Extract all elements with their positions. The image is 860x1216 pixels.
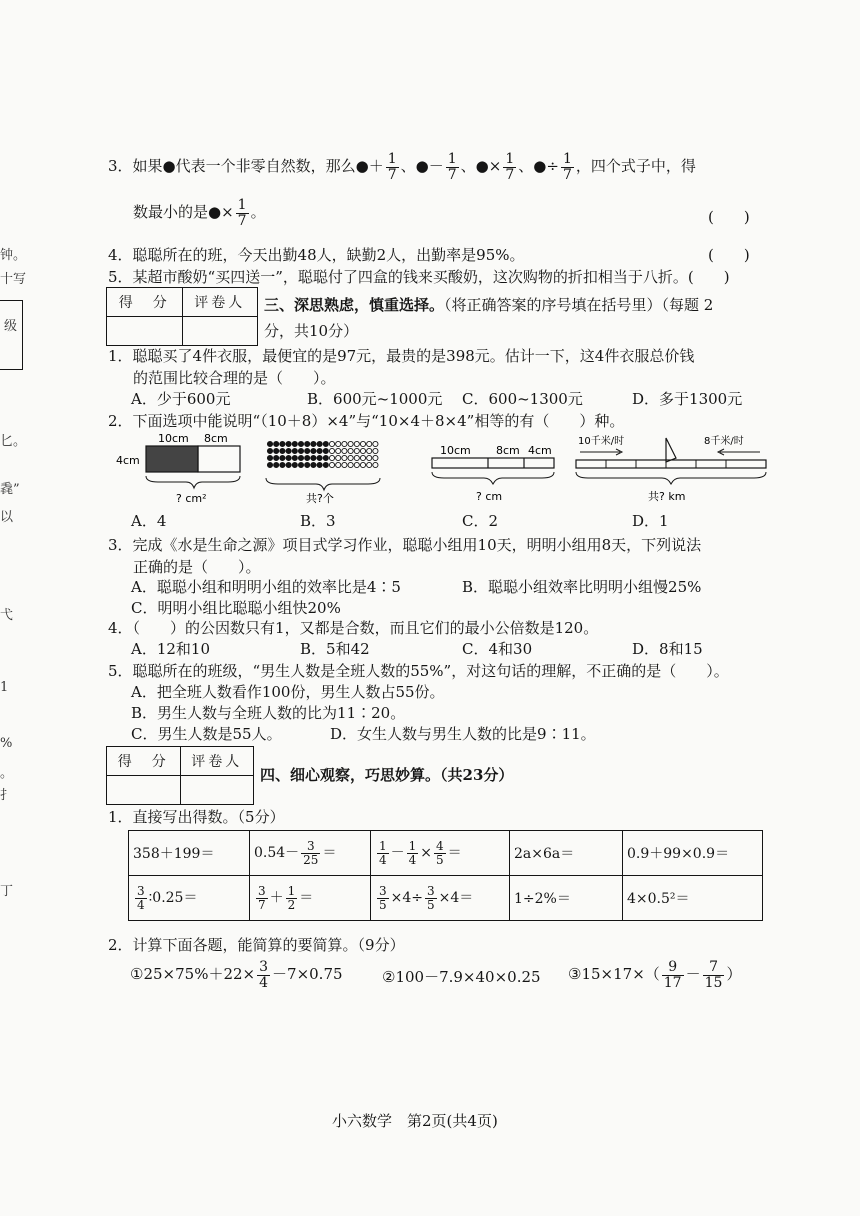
calc-cell[interactable]: $\frac{1}{4}$ － $\frac{1}{4}$ × $\frac{4}{5}$ ＝ bbox=[371, 831, 510, 876]
option-d[interactable]: D．多于1300元 bbox=[632, 390, 743, 408]
margin-scrap: 级 bbox=[4, 319, 18, 334]
dot bbox=[311, 462, 316, 467]
option-a[interactable]: A．聪聪小组和明明小组的效率比是4∶5 bbox=[131, 578, 401, 596]
s3-q1-stem2: 的范围比较合理的是（ ）。 bbox=[133, 369, 336, 387]
dot bbox=[286, 441, 291, 446]
s3-q3-stem2: 正确的是（ ）。 bbox=[133, 558, 261, 576]
s3-q5-stem: 5．聪聪所在的班级，“男生人数是全班人数的55%”，对这句话的理解，不正确的是（ ）。 bbox=[108, 662, 729, 680]
dot bbox=[360, 448, 365, 453]
answer-paren[interactable]: ( ) bbox=[708, 208, 750, 226]
dot bbox=[280, 455, 285, 460]
dot bbox=[274, 462, 279, 467]
dot bbox=[286, 462, 291, 467]
dot bbox=[348, 455, 353, 460]
dot bbox=[354, 462, 359, 467]
dot bbox=[336, 441, 341, 446]
calc-cell[interactable]: $\frac{3}{7}$ ＋ $\frac{1}{2}$ ＝ bbox=[250, 876, 371, 921]
fig-a-brace bbox=[146, 476, 240, 488]
dot bbox=[292, 448, 297, 453]
dot bbox=[317, 455, 322, 460]
s3-q4-stem: 4．（ ）的公因数只有1，又都是合数，而且它们的最小公倍数是120。 bbox=[108, 619, 599, 637]
dot bbox=[342, 448, 347, 453]
dot bbox=[267, 448, 272, 453]
option-a[interactable]: A．少于600元 bbox=[131, 390, 231, 408]
dot bbox=[354, 448, 359, 453]
dot bbox=[298, 448, 303, 453]
dot bbox=[323, 462, 328, 467]
dot bbox=[267, 441, 272, 446]
s3-q1-stem: 1．聪聪买了4件衣服，最便宜的是97元，最贵的是398元。估计一下，这4件衣服总价钱 bbox=[108, 347, 695, 365]
option-b[interactable]: B．600元~1000元 bbox=[307, 390, 443, 408]
grader-cell[interactable] bbox=[180, 776, 254, 805]
score-label: 得 分 bbox=[107, 747, 181, 776]
margin-scrap: 扌 bbox=[0, 788, 14, 803]
score-box bbox=[106, 287, 258, 346]
option-a[interactable]: A．12和10 bbox=[131, 640, 211, 658]
dot bbox=[274, 455, 279, 460]
dot bbox=[367, 448, 372, 453]
calc-cell[interactable]: 358＋199＝ bbox=[129, 831, 250, 876]
dot bbox=[280, 441, 285, 446]
section3-note: （将正确答案的序号填在括号里）（每题 2 bbox=[444, 296, 714, 314]
margin-scrap: 匕。 bbox=[0, 434, 27, 449]
fig-d-question: 共? km bbox=[648, 490, 686, 503]
calc-expression-3: ③15×17×（ $\frac{9}{17}$ － $\frac{7}{15}$ ） bbox=[568, 959, 742, 991]
calc-cell[interactable]: 4×0.5²＝ bbox=[623, 876, 763, 921]
fig-a-question: ? cm² bbox=[176, 492, 207, 505]
calc-cell[interactable]: $\frac{3}{5}$ ×4÷ $\frac{3}{5}$ ×4＝ bbox=[371, 876, 510, 921]
dot bbox=[311, 455, 316, 460]
margin-scrap: 丁 bbox=[0, 884, 14, 899]
dot bbox=[367, 441, 372, 446]
dot bbox=[311, 441, 316, 446]
calc-cell[interactable]: 2a×6a＝ bbox=[510, 831, 623, 876]
dot bbox=[292, 462, 297, 467]
dot bbox=[323, 448, 328, 453]
figure-segments bbox=[432, 444, 554, 503]
section3-title: 三、深思熟虑，慎重选择。 bbox=[264, 296, 445, 314]
dot bbox=[311, 448, 316, 453]
fig-a-rect-white bbox=[198, 446, 240, 472]
dot bbox=[267, 455, 272, 460]
dot bbox=[317, 441, 322, 446]
page-footer: 小六数学 第2页(共4页) bbox=[332, 1112, 498, 1130]
s3-q3-stem: 3．完成《水是生命之源》项目式学习作业，聪聪小组用10天，明明小组用8天，下列说法 bbox=[108, 536, 702, 554]
margin-scrap: 毳” bbox=[0, 482, 20, 497]
margin-scrap: % bbox=[0, 736, 13, 751]
judge-q3-line1: 3．如果●代表一个非零自然数，那么●＋ $\frac{1}{7}$ 、●－ $\frac{1}{7}$ 、●× $\frac{1}{7}$ 、●÷ $\frac{1}{7}$ ，四个式子中，得 bbox=[108, 151, 696, 183]
dot bbox=[373, 455, 378, 460]
dot bbox=[305, 462, 310, 467]
calc-expression-2: ②100－7.9×40×0.25 bbox=[382, 968, 541, 986]
dot bbox=[360, 455, 365, 460]
margin-scrap: 。 bbox=[0, 766, 14, 781]
score-box bbox=[106, 746, 254, 805]
dot bbox=[305, 455, 310, 460]
dot bbox=[373, 441, 378, 446]
figure-motion bbox=[576, 434, 766, 503]
option-d[interactable]: D．1 bbox=[632, 512, 669, 530]
section3-title-line bbox=[264, 294, 713, 315]
dot bbox=[329, 441, 334, 446]
margin-scrap: 十写 bbox=[0, 272, 27, 287]
dot bbox=[354, 441, 359, 446]
option-b[interactable]: B．聪聪小组效率比明明小组慢25% bbox=[462, 578, 702, 596]
grader-label: 评卷人 bbox=[182, 288, 258, 317]
mental-math-table bbox=[128, 830, 763, 921]
dot bbox=[342, 455, 347, 460]
margin-box bbox=[0, 300, 23, 370]
score-cell[interactable] bbox=[107, 776, 181, 805]
calc-expression-1: ①25×75%＋22× $\frac{3}{4}$ －7×0.75 bbox=[130, 959, 343, 991]
calc-cell[interactable]: 0.54－ $\frac{3}{25}$ ＝ bbox=[250, 831, 371, 876]
dot bbox=[329, 448, 334, 453]
option-a[interactable]: A．4 bbox=[131, 512, 167, 530]
dot bbox=[280, 462, 285, 467]
dot bbox=[267, 462, 272, 467]
fig-a-width2: 8cm bbox=[204, 432, 228, 445]
dot bbox=[348, 462, 353, 467]
s4-q2-title: 2．计算下面各题，能简算的要简算。（9分） bbox=[108, 936, 405, 954]
calc-cell[interactable]: 0.9＋99×0.9＝ bbox=[623, 831, 763, 876]
dot bbox=[317, 448, 322, 453]
dot bbox=[367, 455, 372, 460]
dot bbox=[373, 448, 378, 453]
dot bbox=[360, 462, 365, 467]
option-d[interactable]: D．女生人数与男生人数的比是9∶11。 bbox=[330, 725, 596, 743]
option-c[interactable]: C．明明小组比聪聪小组快20% bbox=[131, 599, 341, 617]
dot bbox=[323, 455, 328, 460]
fig-c-question: ? cm bbox=[476, 490, 503, 503]
fig-c-seg3: 4cm bbox=[528, 444, 552, 457]
margin-scrap: 1 bbox=[0, 680, 9, 695]
dot bbox=[373, 462, 378, 467]
dot bbox=[298, 441, 303, 446]
judge-q3-line2: 数最小的是●× $\frac{1}{7}$ 。 bbox=[133, 197, 266, 229]
dot bbox=[336, 462, 341, 467]
score-cell[interactable] bbox=[107, 317, 183, 346]
score-label: 得 分 bbox=[107, 288, 183, 317]
dot bbox=[298, 462, 303, 467]
option-c[interactable]: C．4和30 bbox=[462, 640, 533, 658]
dot bbox=[292, 441, 297, 446]
grader-label: 评卷人 bbox=[180, 747, 254, 776]
dot bbox=[305, 448, 310, 453]
fig-a-width1: 10cm bbox=[158, 432, 189, 445]
section3-note-2: 分，共10分） bbox=[264, 322, 359, 340]
fig-c-seg2: 8cm bbox=[496, 444, 520, 457]
figure-rectangle bbox=[116, 432, 240, 505]
option-b[interactable]: B．5和42 bbox=[300, 640, 370, 658]
dot bbox=[367, 462, 372, 467]
dot bbox=[286, 455, 291, 460]
dot bbox=[336, 455, 341, 460]
dot bbox=[342, 462, 347, 467]
option-c[interactable]: C．2 bbox=[462, 512, 499, 530]
option-d[interactable]: D．8和15 bbox=[632, 640, 703, 658]
fig-d-left-speed: 10千米/时 bbox=[578, 436, 625, 447]
dot bbox=[348, 441, 353, 446]
flag-icon bbox=[666, 438, 676, 462]
dot bbox=[317, 462, 322, 467]
s4-q1-title: 1．直接写出得数。（5分） bbox=[108, 808, 285, 826]
dot bbox=[329, 462, 334, 467]
option-b[interactable]: B．3 bbox=[300, 512, 336, 530]
dot bbox=[323, 441, 328, 446]
option-a[interactable]: A．把全班人数看作100份，男生人数占55份。 bbox=[131, 683, 445, 701]
calc-cell[interactable]: 1÷2%＝ bbox=[510, 876, 623, 921]
margin-scrap: 弋 bbox=[0, 608, 14, 623]
dot bbox=[280, 448, 285, 453]
dot bbox=[274, 448, 279, 453]
margin-scrap: 以 bbox=[0, 510, 14, 525]
judge-q4: 4．聪聪所在的班，今天出勤48人，缺勤2人，出勤率是95%。 bbox=[108, 246, 525, 264]
dot bbox=[354, 455, 359, 460]
s3-q2-stem: 2．下面选项中能说明“（10＋8）×4”与“10×4＋8×4”相等的有（ ）种。 bbox=[108, 412, 625, 430]
answer-paren[interactable]: ( ) bbox=[708, 246, 750, 264]
dot bbox=[298, 455, 303, 460]
option-b[interactable]: B．男生人数与全班人数的比为11∶20。 bbox=[131, 704, 406, 722]
dot bbox=[274, 441, 279, 446]
margin-scrap: 钟。 bbox=[0, 248, 27, 263]
option-c[interactable]: C．600~1300元 bbox=[462, 390, 583, 408]
dot bbox=[342, 441, 347, 446]
fig-b-question: 共?个 bbox=[306, 492, 334, 505]
dot bbox=[336, 448, 341, 453]
fig-a-rect-shaded bbox=[146, 446, 198, 472]
dot bbox=[329, 455, 334, 460]
grader-cell[interactable] bbox=[182, 317, 258, 346]
fig-b-brace bbox=[266, 478, 380, 490]
dot bbox=[305, 441, 310, 446]
judge-q5: 5．某超市酸奶“买四送一”，聪聪付了四盒的钱来买酸奶，这次购物的折扣相当于八折。( ) bbox=[108, 268, 730, 286]
fig-c-seg1: 10cm bbox=[440, 444, 471, 457]
fig-a-height: 4cm bbox=[116, 454, 140, 467]
q2-figures bbox=[110, 428, 770, 508]
fig-d-right-speed: 8千米/时 bbox=[704, 436, 744, 447]
dot bbox=[348, 448, 353, 453]
dot bbox=[360, 441, 365, 446]
figure-dots bbox=[267, 441, 378, 467]
dot bbox=[286, 448, 291, 453]
section4-title: 四、细心观察，巧思妙算。（共23分） bbox=[260, 766, 514, 784]
dot bbox=[292, 455, 297, 460]
option-c[interactable]: C．男生人数是55人。 bbox=[131, 725, 282, 743]
calc-cell[interactable]: $\frac{3}{4}$ ∶0.25＝ bbox=[129, 876, 250, 921]
